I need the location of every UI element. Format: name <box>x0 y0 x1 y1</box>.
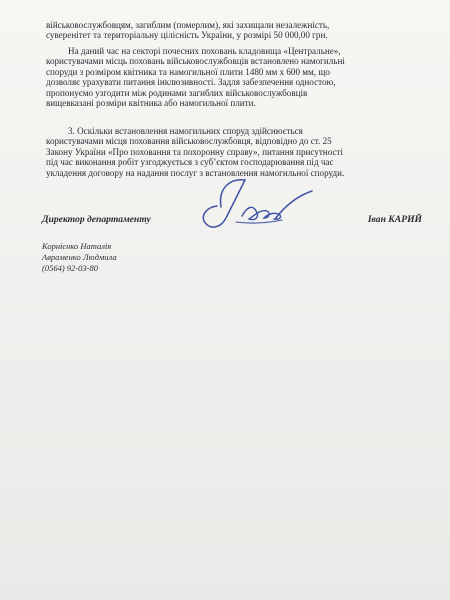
paragraph-3 <box>46 126 422 178</box>
paragraph-1-line-1: військовослужбовцям, загиблим (померлим), які захищали незалежність, <box>46 20 330 30</box>
paragraph-2-line-6: вищевказані розміри квітника або намогильної плити. <box>46 98 256 109</box>
contact-name-2: Авраменко Людмила <box>42 252 117 262</box>
paragraph-2-line-1: На даний час на секторі почесних поховань кладовища «Центральне», <box>68 46 341 56</box>
paragraph-1-line-2: суверенітет та територіальну цілісність України, у розмірі 50 000,00 грн. <box>46 30 328 41</box>
contact-name-1: Корнієнко Наталія <box>42 241 112 251</box>
paragraph-2-line-2: користувачами місць поховань військовослужбовців встановлено намогильні <box>46 56 345 67</box>
signature-name: Іван КАРИЙ <box>367 214 422 225</box>
paragraph-2-line-5: пропонуємо узгодити між родинами загиблих військовослужбовців <box>46 87 308 98</box>
paragraph-3-line-4: під час виконання робіт узгоджується з суб’єктом господарювання під час <box>46 157 334 168</box>
contact-phone: (0564) 92-03-80 <box>42 263 98 273</box>
paragraph-2-line-3: споруди з розміром квітника та намогильної плити 1480 мм х 600 мм, що <box>46 66 330 77</box>
paragraph-2 <box>46 46 422 108</box>
paragraph-3-line-5: укладення договору на надання послуг з встановлення намогильної споруди. <box>46 167 345 178</box>
contacts <box>42 241 117 274</box>
paragraph-1 <box>46 20 422 41</box>
handwritten-signature <box>192 172 322 237</box>
paragraph-3-line-3: Закону України «Про поховання та похоронну справу», питання присутності <box>46 146 344 157</box>
paragraph-2-line-4: дозволяє урахувати питання інклюзивності. Задля забезпечення одностою, <box>46 77 336 88</box>
paragraph-3-line-1: 3. Оскільки встановлення намогильних споруд здійснюється <box>68 126 303 136</box>
paragraph-3-line-2: користувачами місця поховання військовослужбовця, відповідно до ст. 25 <box>46 136 332 147</box>
signature-role: Директор департаменту <box>42 214 151 225</box>
